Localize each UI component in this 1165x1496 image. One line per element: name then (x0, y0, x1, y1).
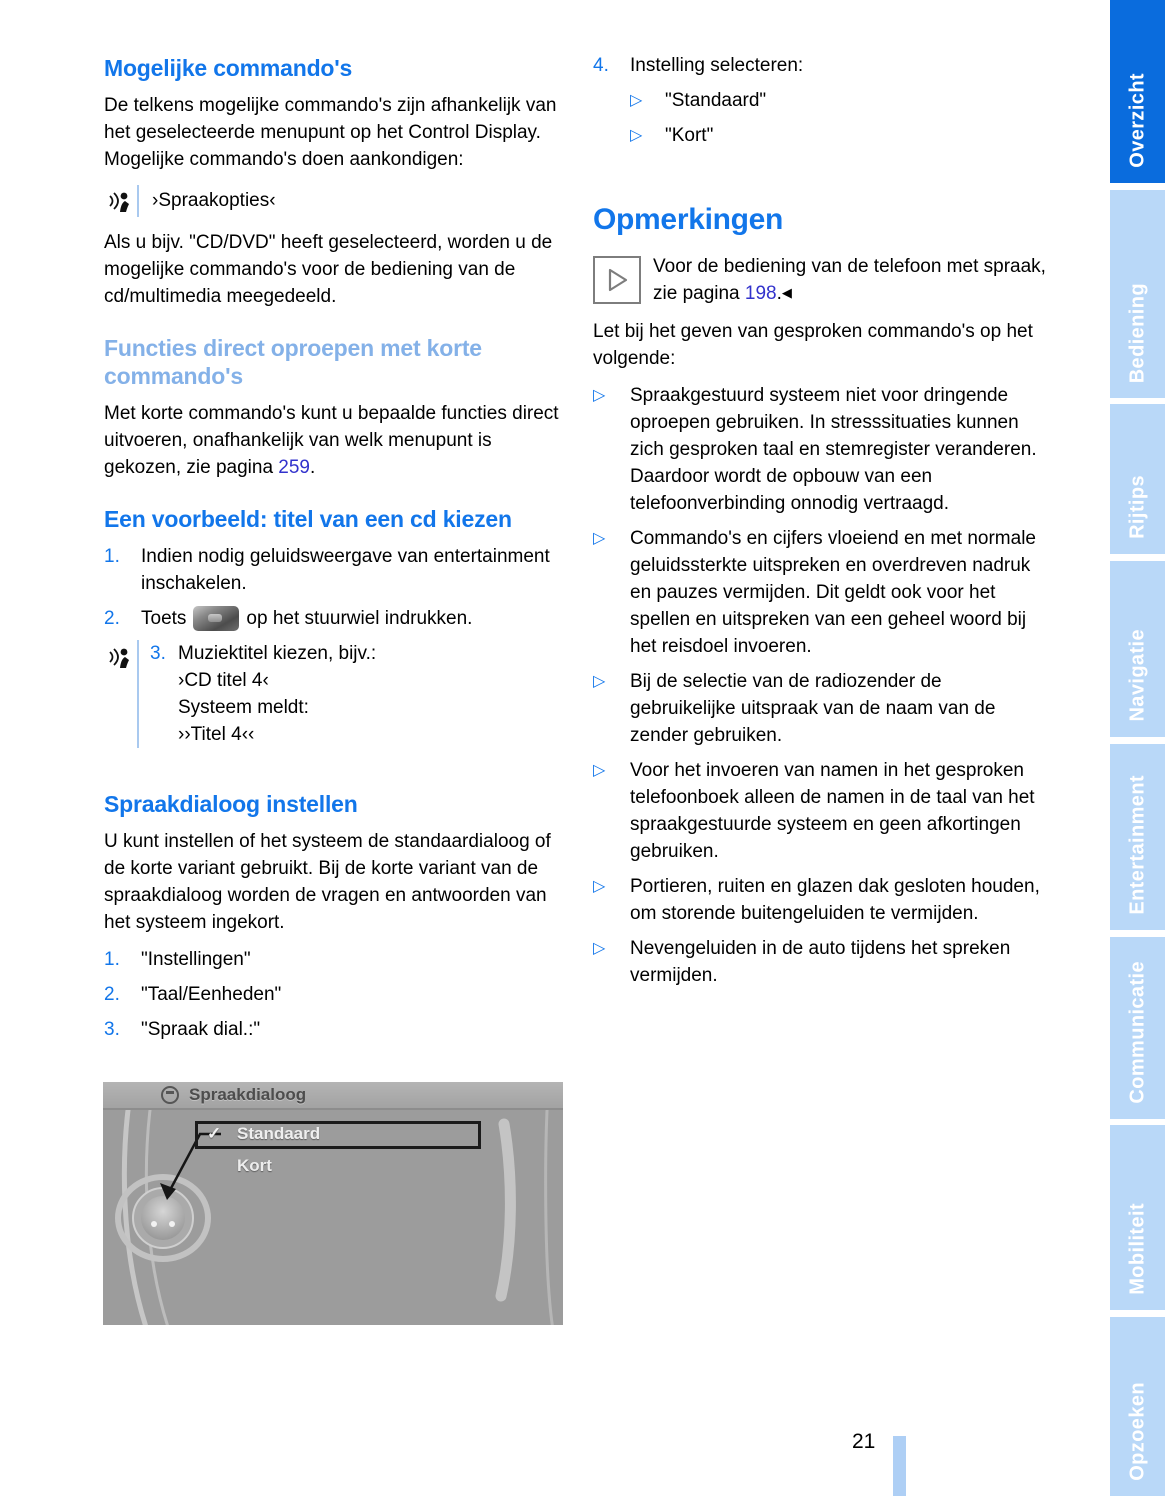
note-block (593, 253, 1049, 308)
triangle-bullet-icon: ▷ (630, 92, 643, 109)
tab-label: Navigatie (1126, 629, 1148, 722)
page-number: 21 (852, 1430, 876, 1453)
voice-dialog-icon (161, 1086, 179, 1104)
step-line: Systeem meldt: (178, 697, 309, 718)
step-text (178, 640, 560, 748)
display-title-bar (103, 1082, 563, 1110)
step-sub-options (630, 87, 1049, 149)
chapter-heading-remarks: Opmerkingen (593, 203, 784, 236)
list-item (630, 122, 1049, 149)
check-icon: ✓ (207, 1124, 222, 1143)
option-text: "Kort" (665, 125, 714, 146)
list-item (104, 981, 560, 1008)
triangle-bullet-icon: ▷ (593, 387, 606, 404)
step-text-part: Toets (141, 608, 187, 629)
divider (137, 185, 139, 217)
paragraph: De telkens mogelijke commando's zijn afhankelijk van het geselecteerde menupunt op het Control Display. (104, 95, 557, 143)
step-number: 4. (593, 55, 609, 76)
sidebar-tab-mobiliteit[interactable] (1110, 1125, 1165, 1310)
bullet-text: Nevengeluiden in de auto tijdens het spreken vermijden. (630, 938, 1011, 986)
tab-label: Opzoeken (1126, 1382, 1148, 1481)
section-heading-dialog-settings: Spraakdialoog instellen (104, 791, 358, 817)
sidebar-tab-opzoeken[interactable] (1110, 1317, 1165, 1496)
display-option-kort: Kort (237, 1156, 272, 1175)
step-line: Muziektitel kiezen, bijv.: (178, 643, 377, 664)
tab-label: Entertainment (1126, 775, 1148, 915)
section-heading-short-commands: Functies direct oproepen met korte commando's (104, 335, 482, 389)
step-text: Instelling selecteren: (630, 55, 804, 76)
right-column (593, 0, 1049, 997)
sidebar-tab-entertainment[interactable] (1110, 744, 1165, 930)
display-title: Spraakdialoog (189, 1085, 307, 1104)
sidebar-tab-rijtips[interactable] (1110, 404, 1165, 554)
option-text: "Standaard" (665, 90, 767, 111)
note-text-part: Voor de bediening van de telefoon met spraak, zie pagina (653, 256, 1046, 304)
bullet-text: Spraakgestuurd systeem niet voor dringende oproepen gebruiken. In stresssituaties kunnen zich gesproken taal en stemregister veranderen. Daardoor wordt de opbouw van een telefoonverbinding onnodig vertraagd. (630, 385, 1037, 514)
sidebar-tab-bediening[interactable] (1110, 190, 1165, 398)
step-line: ›CD titel 4‹ (178, 670, 269, 691)
display-option-standaard: Standaard (237, 1124, 321, 1143)
list-item (104, 543, 560, 597)
triangle-bullet-icon: ▷ (593, 530, 606, 547)
voice-command-row (104, 185, 560, 217)
footer-accent-bar (893, 1436, 906, 1496)
end-of-note-icon: ◀ (781, 285, 792, 300)
list-item (104, 1016, 560, 1043)
triangle-bullet-icon: ▷ (593, 673, 606, 690)
bullet-text: Bij de selectie van de radiozender de gebruikelijke uitspraak van de naam van de zender gebruiken. (630, 671, 996, 746)
tab-label: Communicatie (1126, 961, 1148, 1104)
triangle-bullet-icon: ▷ (593, 878, 606, 895)
step-text: "Instellingen" (141, 949, 251, 970)
step-number: 2. (104, 608, 120, 629)
step-text: "Taal/Eenheden" (141, 984, 282, 1005)
page-link-198[interactable]: 198 (744, 283, 777, 304)
step-text: "Spraak dial.:" (141, 1019, 261, 1040)
list-item (593, 525, 1049, 660)
section-heading-possible-commands: Mogelijke commando's (104, 55, 353, 81)
step-text-part: op het stuurwiel indrukken. (246, 608, 473, 629)
control-display-screenshot (103, 1082, 563, 1325)
step-text: Indien nodig geluidsweergave van entertainment inschakelen. (141, 546, 550, 594)
note-text (653, 253, 1049, 308)
bullet-text: Commando's en cijfers vloeiend en met normale geluidssterkte uitspreken en overdreven nadruk en pauzes vermijden. Dit geldt ook voor het spellen en uitspreken van een geheel woord bij het reisdoel invoeren. (630, 528, 1036, 657)
voice-command-label: ›Spraakopties‹ (152, 190, 276, 211)
tab-label: Rijtips (1126, 475, 1148, 539)
list-item (104, 640, 560, 748)
paragraph-text: Met korte commando's kunt u bepaalde functies direct uitvoeren, onafhankelijk van welk menupunt is gekozen, zie pagina (104, 403, 559, 478)
bullet-text: Portieren, ruiten en glazen dak gesloten houden, om storende buitengeluiden te vermijden. (630, 876, 1040, 924)
list-item (593, 757, 1049, 865)
list-item (593, 668, 1049, 749)
divider (137, 640, 139, 748)
step-number: 1. (104, 546, 120, 567)
step-number: 1. (104, 949, 120, 970)
step-number: 2. (104, 984, 120, 1005)
step-line: ››Titel 4‹‹ (178, 724, 255, 745)
tab-label: Mobiliteit (1126, 1203, 1148, 1295)
paragraph: Let bij het geven van gesproken commando's op het volgende: (593, 321, 1033, 369)
note-text-part: . (776, 283, 782, 304)
triangle-bullet-icon: ▷ (630, 127, 643, 144)
tab-label: Bediening (1126, 282, 1148, 383)
voice-command-icon (104, 642, 134, 672)
step-number: 3. (104, 1019, 120, 1040)
voice-command-icon (104, 186, 134, 216)
sidebar-tab-navigatie[interactable] (1110, 561, 1165, 737)
triangle-bullet-icon: ▷ (593, 762, 606, 779)
note-play-icon (593, 256, 641, 304)
step-number: 3. (150, 643, 166, 664)
sidebar-tab-communicatie[interactable] (1110, 937, 1165, 1119)
section-heading-example: Een voorbeeld: titel van een cd kiezen (104, 506, 512, 532)
step-text (141, 605, 560, 632)
display-graphics (103, 1082, 563, 1325)
page-link-259[interactable]: 259 (278, 457, 310, 478)
bullet-text: Voor het invoeren van namen in het gesproken telefoonboek alleen de namen in de taal van het spraakgestuurde systeem en geen afkortingen gebruiken. (630, 760, 1035, 862)
list-item (593, 935, 1049, 989)
tab-label: Overzicht (1126, 73, 1148, 168)
paragraph: Als u bijv. "CD/DVD" heeft geselecteerd, worden u de mogelijke commando's voor de bediening van de cd/multimedia meegedeeld. (104, 232, 553, 307)
list-item (593, 873, 1049, 927)
left-column (104, 0, 560, 1051)
paragraph: U kunt instellen of het systeem de standaardialoog of de korte variant gebruikt. Bij de korte variant van de spraakdialoog worden de vragen en antwoorden van het systeem ingekort. (104, 831, 551, 933)
paragraph: Mogelijke commando's doen aankondigen: (104, 149, 464, 170)
triangle-bullet-icon: ▷ (593, 940, 606, 957)
paragraph (104, 400, 560, 481)
steering-wheel-button-icon (193, 606, 239, 631)
list-item (630, 87, 1049, 114)
list-item (593, 382, 1049, 517)
voice-command-margin (104, 640, 150, 748)
list-item (593, 52, 1049, 79)
list-item (104, 605, 560, 632)
sidebar-tab-overzicht[interactable] (1110, 0, 1165, 183)
paragraph-text: . (310, 457, 316, 478)
list-item (104, 946, 560, 973)
